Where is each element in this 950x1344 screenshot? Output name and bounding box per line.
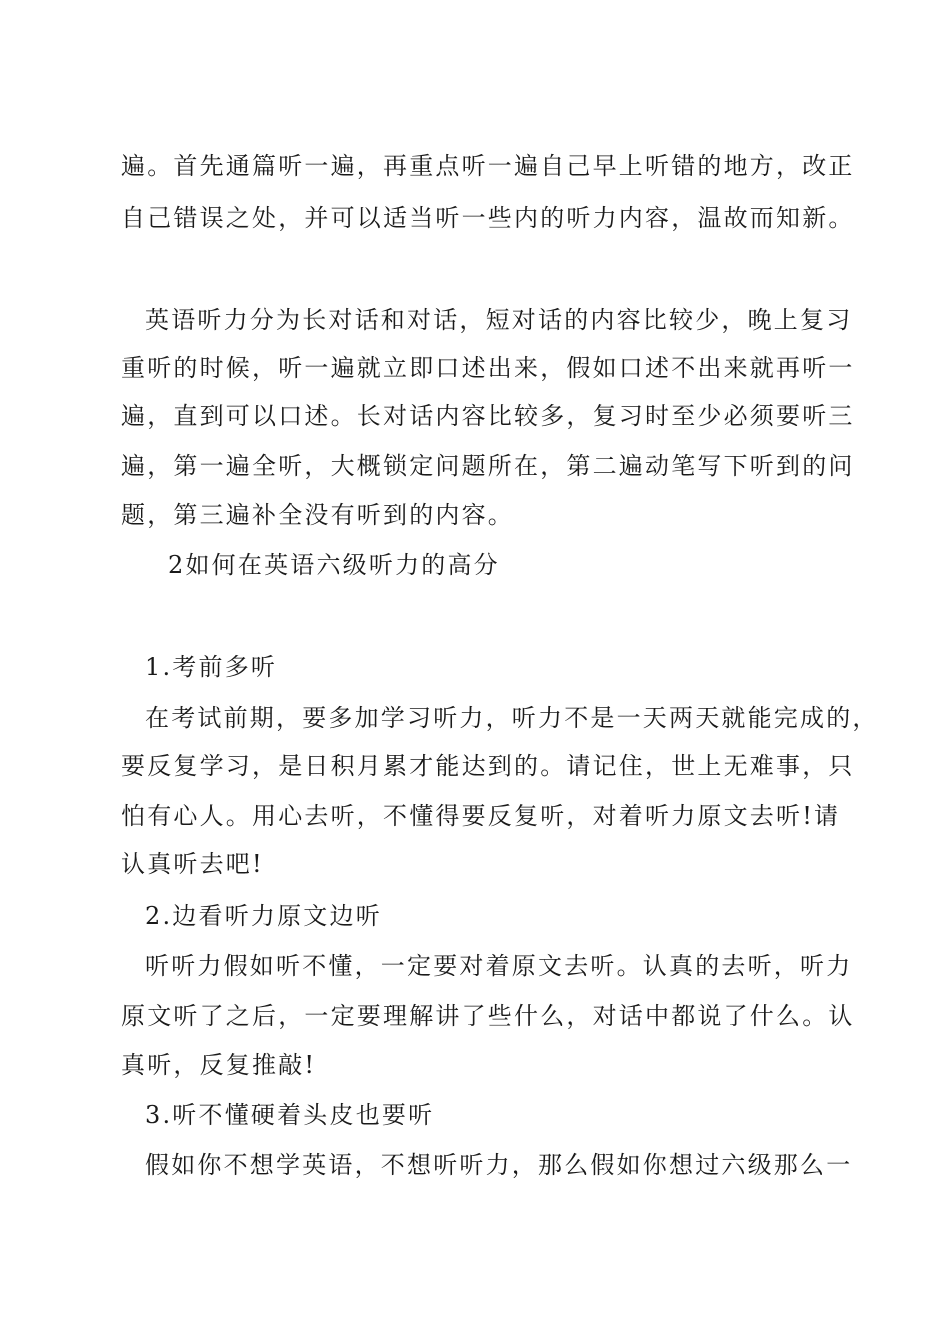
item-2-line-3: 真听，反复推敲! [121,1051,317,1079]
item-2-line-1: 听听力假如听不懂，一定要对着原文去听。认真的去听，听力 [145,952,853,980]
paragraph-2-line-3: 遍，直到可以口述。长对话内容比较多，复习时至少必须要听三 [121,402,855,430]
paragraph-2-line-2: 重听的时候，听一遍就立即口述出来，假如口述不出来就再听一 [121,354,855,382]
paragraph-2-line-1: 英语听力分为长对话和对话，短对话的内容比较少，晚上复习 [145,306,853,334]
item-1-line-2: 要反复学习，是日积月累才能达到的。请记住，世上无难事，只 [121,752,855,780]
item-1-line-1: 在考试前期，要多加学习听力，听力不是一天两天就能完成的， [145,704,879,732]
item-2-title: 2.边看听力原文边听 [145,902,382,930]
item-3-line-1: 假如你不想学英语，不想听听力，那么假如你想过六级那么一 [145,1151,853,1179]
paragraph-2-line-5: 题，第三遍补全没有听到的内容。 [121,501,514,529]
item-1-line-3: 怕有心人。用心去听，不懂得要反复听，对着听力原文去听!请 [121,802,841,830]
paragraph-1-line-2: 自己错误之处，并可以适当听一些内的听力内容，温故而知新。 [121,204,855,232]
item-1-title: 1.考前多听 [145,653,278,681]
item-1-line-4: 认真听去吧! [121,850,264,878]
section-heading: 2如何在英语六级听力的高分 [168,551,500,579]
paragraph-1-line-1: 遍。首先通篇听一遍，再重点听一遍自己早上听错的地方，改正 [121,152,855,180]
paragraph-2-line-4: 遍，第一遍全听，大概锁定问题所在，第二遍动笔写下听到的问 [121,452,855,480]
item-3-title: 3.听不懂硬着头皮也要听 [145,1101,435,1129]
item-2-line-2: 原文听了之后，一定要理解讲了些什么，对话中都说了什么。认 [121,1002,855,1030]
